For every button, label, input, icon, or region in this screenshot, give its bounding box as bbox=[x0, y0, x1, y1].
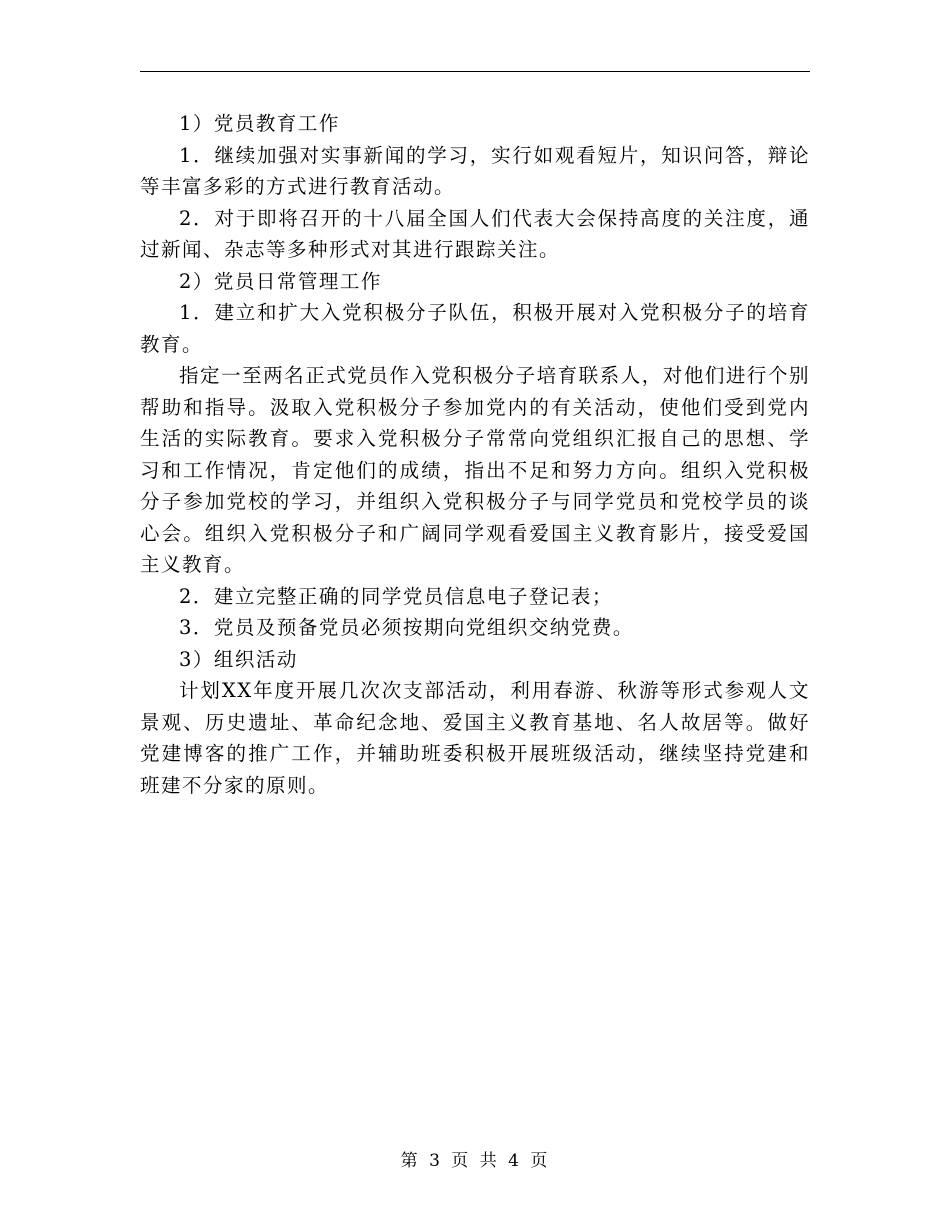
section-heading-daily-management: 2）党员日常管理工作 bbox=[179, 269, 382, 293]
paragraph: 1．建立和扩大入党积极分子队伍，积极开展对入党积极分子的培育教育。 bbox=[140, 301, 810, 356]
header-rule bbox=[140, 71, 810, 72]
section-heading-party-education: 1）党员教育工作 bbox=[179, 112, 340, 135]
paragraph: 1．继续加强对实事新闻的学习，实行如观看短片，知识问答，辩论等丰富多彩的方式进行教育活动。 bbox=[140, 143, 810, 198]
section-heading-activities: 3）组织活动 bbox=[179, 647, 298, 671]
paragraph: 指定一至两名正式党员作入党积极分子培育联系人，对他们进行个别帮助和指导。汲取入党积极分子参加党内的有关活动，使他们受到党内生活的实际教育。要求入党积极分子常常向党组织汇报自己的思想、学习和工作情况，肯定他们的成绩，指出不足和努力方向。组织入党积极分子参加党校的学习，并组织入党积极分子与同学党员和党校学员的谈心会。组织入党积极分子和广阔同学观看爱国主义教育影片，接受爱国主义教育。 bbox=[140, 364, 810, 576]
paragraph: 2．建立完整正确的同学党员信息电子登记表； bbox=[179, 584, 613, 608]
paragraph: 2．对于即将召开的十八届全国人们代表大会保持高度的关注度，通过新闻、杂志等多种形式对其进行跟踪关注。 bbox=[140, 206, 810, 261]
paragraph: 3．党员及预备党员必须按期向党组织交纳党费。 bbox=[179, 616, 634, 639]
paragraph: 计划XX年度开展几次次支部活动，利用春游、秋游等形式参观人文景观、历史遗址、革命纪念地、爱国主义教育基地、名人故居等。做好党建博客的推广工作，并辅助班委积极开展班级活动，继续坚持党建和班建不分家的原则。 bbox=[140, 679, 810, 797]
document-body bbox=[140, 108, 810, 801]
page-number: 第 3 页 共 4 页 bbox=[400, 1151, 550, 1171]
